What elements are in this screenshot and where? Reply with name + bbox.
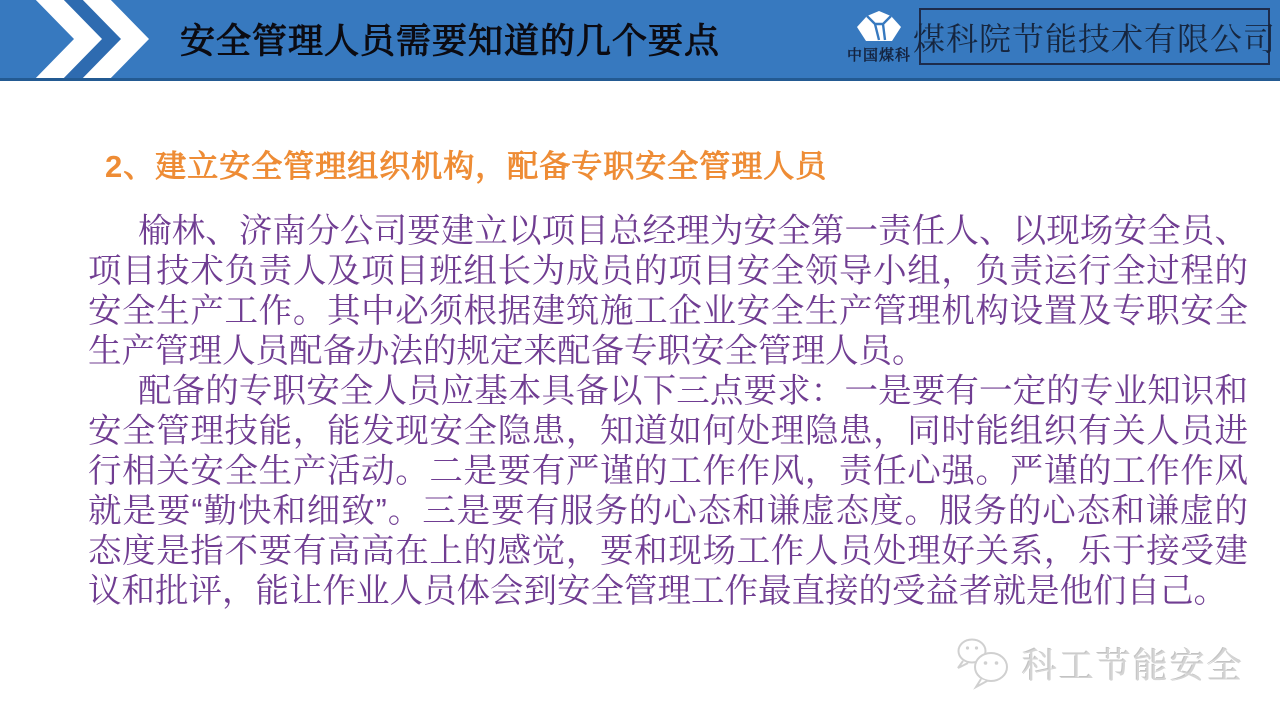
company-name-box [913,8,1277,65]
slide-title: 安全管理人员需要知道的几个要点 [180,22,721,61]
chevrons-decoration-icon [0,0,170,78]
header-bar [0,0,1280,81]
paragraph-2: 配备的专职安全人员应基本具备以下三点要求：一是要有一定的专业知识和安全管理技能，能发现安全隐患，知道如何处理隐患，同时能组织有关人员进行相关安全生产活动。二是要有严谨的工作作风，责任心强。严谨的工作作风就是要“勤快和细致”。三是要有服务的心态和谦虚态度。服务的心态和谦虚的态度是指不要有高高在上的感觉，要和现场工作人员处理好关系，乐于接受建议和批评，能让作业人员体会到安全管理工作最直接的受益者就是他们自己。 [88,373,1248,610]
slide-content [0,81,1280,612]
paragraph-1: 榆林、济南分公司要建立以项目总经理为安全第一责任人、以现场安全员、项目技术负责人及项目班组长为成员的项目安全领导小组，负责运行全过程的安全生产工作。其中必须根据建筑施工企业安全生产管理机构设置及专职安全生产管理人员配备办法的规定来配备专职安全管理人员。 [88,213,1248,370]
watermark-text: 科工节能安全 [1021,647,1244,686]
gem-logo-icon [855,10,903,46]
watermark [952,636,1244,692]
brand-area [845,8,1277,65]
section-heading: 2、建立安全管理组织机构，配备专职安全管理人员 [105,149,828,184]
brand-org-name: 中国煤科 [846,46,911,64]
company-name: 煤科院节能技术有限公司 [913,20,1277,57]
wechat-icon [952,636,1014,692]
brand-logo [845,10,913,64]
